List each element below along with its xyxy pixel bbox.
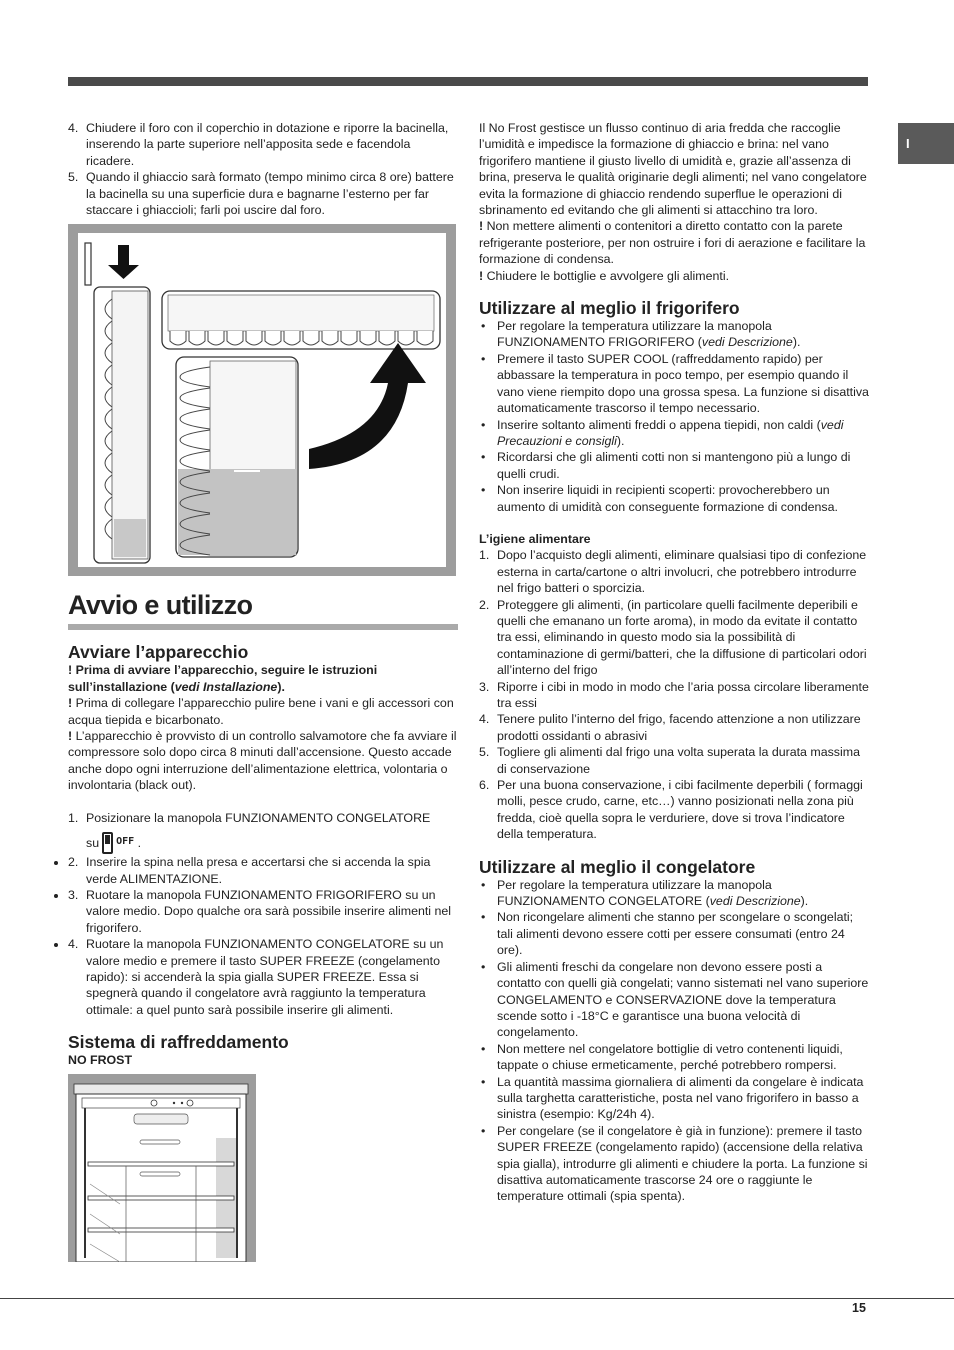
tray-cup xyxy=(322,331,338,345)
language-tab-label: I xyxy=(906,136,910,151)
nofrost-note: ! Chiudere le bottiglie e avvolgere gli alimenti. xyxy=(479,268,730,283)
tray-cup xyxy=(246,331,262,345)
tray-lid-shape xyxy=(85,243,91,285)
fridge-tip: • Inserire soltanto alimenti freddi o appena tiepidi, non caldi (vedi Precauzioni e consigli). xyxy=(479,417,869,450)
fridge-interior-figure xyxy=(68,1074,256,1262)
freezer-tip: • Per congelare (se il congelatore è già in funzione): premere il tasto SUPER FREEZE (congelamento rapido) (accensione della relativa spia gialla), introdurre gli alimenti e chiudere la porta. La funzione si disattiva automaticamente trascorse 24 ore o raggiunte le temperature ottimali (spia spenta). xyxy=(479,1123,869,1205)
page-number: 15 xyxy=(852,1301,866,1315)
cooling-subheading: NO FROST xyxy=(68,1053,133,1068)
fridge-tips-list xyxy=(479,318,869,515)
cooling-heading: Sistema di raffreddamento xyxy=(68,1032,289,1053)
start-note: ! L’apparecchio è provvisto di un controllo salvamotore che fa avviare il compressore solo dopo circa 8 minuti dall’accensione. Questo accade anche dopo ogni interruzione dell’alimentazione elettrica, volontaria o involontaria (black out). xyxy=(68,729,457,793)
freezer-tips-list xyxy=(479,877,869,1205)
fridge-heading: Utilizzare al meglio il frigorifero xyxy=(479,298,740,319)
hygiene-steps-list xyxy=(479,547,869,842)
start-steps xyxy=(68,810,458,1018)
right-column xyxy=(479,120,869,1205)
ice-tray-figure xyxy=(68,224,456,576)
hygiene-step: 5. Togliere gli alimenti dal frigo una volta superata la durata massima di conservazione xyxy=(479,745,860,776)
hygiene-step: 2. Proteggere gli alimenti, (in particolare quelli facilmente deperibili e quelli che emanano un forte aroma), in modo da evitate il contatto tra essi, eliminando in questo modo sia la possibilità di contaminazione di germi/batteri, che la diffusione di particolari odori all’interno del frigo xyxy=(479,597,867,678)
freezer-tip: • La quantità massima giornaliera di alimenti da congelare è indicata sulla targhetta caratteristiche, posta nel vano frigorifero in basso a sinistra (esempio: Kg/24h 4). xyxy=(479,1074,869,1123)
freezer-tip: • Gli alimenti freschi da congelare non devono essere posti a contatto con quelli già congelati; vanno sistemati nel vano superiore CONGELAMENTO e CONSERVAZIONE dove la temperatura scende sotto i -18°C e garantisce una buona velocità di congelamento. xyxy=(479,959,869,1041)
nofrost-paragraph: Il No Frost gestisce un flusso continuo di aria fredda che raccoglie l’umidità e impedisce la formazione di ghiaccio e brina: nel vano frigorifero mantiene il giusto livello di umidità e, grazie all’assenza di brina, preserva le qualità originarie degli alimenti; nel vano congelatore evita la formazione di ghiaccio rendendo superflue le operazioni di sbrinamento ed evitando che gli alimenti si attacchino tra loro. xyxy=(479,121,867,218)
filled-tray-shape xyxy=(176,357,298,557)
tray-cup xyxy=(303,331,319,345)
start-notes xyxy=(68,695,458,793)
tray-cup xyxy=(227,331,243,345)
start-step-1: 1. Posizionare la manopola FUNZIONAMENTO CONGELATORE su $^{OFF}$ . xyxy=(68,810,458,854)
freezer-tip: • Non ricongelare alimenti che stanno per scongelare o scongelati; tali alimenti devono essere cotti per essere consumati (entro 24 ore). xyxy=(479,909,869,958)
tray-cup xyxy=(417,331,433,345)
start-heading: Avviare l’apparecchio xyxy=(68,642,249,663)
fridge-tip: • Ricordarsi che gli alimenti cotti non si mantengono più a lungo di quelli crudi. xyxy=(479,449,869,482)
tray-cup xyxy=(265,331,281,345)
fridge-tip: • Non inserire liquidi in recipienti scoperti: provocherebbero un aumento di umidità con conseguente formazione di condensa. xyxy=(479,482,869,515)
tray-cup xyxy=(284,331,300,345)
fridge-tip: • Per regolare la temperatura utilizzare la manopola FUNZIONAMENTO FRIGORIFERO (vedi Descrizione). xyxy=(479,318,869,351)
nofrost-notes xyxy=(479,218,869,284)
start-step: • 3. Ruotare la manopola FUNZIONAMENTO FRIGORIFERO su un valore medio. Dopo qualche ora sarà possibile inserire alimenti nel frigorifero. xyxy=(68,887,458,936)
freezer-heading: Utilizzare al meglio il congelatore xyxy=(479,856,756,877)
start-note: ! Prima di collegare l’apparecchio pulire bene i vani e gli accessori con acqua tiepida e bicarbonato. xyxy=(68,696,454,727)
tray-cup xyxy=(208,331,224,345)
curved-arrow-icon xyxy=(309,343,426,469)
start-step: • 2. Inserire la spina nella presa e accertarsi che si accenda la spia verde ALIMENTAZIONE. xyxy=(68,854,458,887)
ice-tray-illustration xyxy=(78,233,446,567)
nofrost-note: ! Non mettere alimenti o contenitori a diretto contatto con la parete refrigerante posteriore, per non ostruire i fori di aerazione e facilitare la formazione di condensa. xyxy=(479,219,866,267)
footer-rule xyxy=(0,1298,954,1299)
off-label: OFF xyxy=(116,836,135,848)
ice-steps-list xyxy=(68,120,458,218)
tray-cup xyxy=(398,331,414,345)
hygiene-step: 4. Tenere pulito l’interno del frigo, facendo attenzione a non utilizzare prodotti ossidanti o abrasivi xyxy=(479,712,861,743)
left-column xyxy=(68,120,458,1262)
fridge-tip: • Premere il tasto SUPER COOL (raffreddamento rapido) per abbassare la temperatura in poco tempo, per esempio quando il vano viene riempito dopo una grossa spesa. La funzione si disattiva automaticamente trascorso il tempo necessario. xyxy=(479,351,869,417)
tray-cup xyxy=(379,331,395,345)
tray-cup xyxy=(189,331,205,345)
start-step: • 4. Ruotare la manopola FUNZIONAMENTO CONGELATORE su un valore medio e premere il tasto SUPER FREEZE (congelamento rapido): si accenderà la spia gialla SUPER FREEZE. Essa si spegnerà quando il congelatore avrà raggiunto la temperatura ottimale: a quel punto sarà possibile inserire gli alimenti. xyxy=(68,936,458,1018)
hygiene-step: 3. Riporre i cibi in modo in modo che l’aria possa circolare liberamente tra essi xyxy=(479,679,869,710)
hygiene-step: 6. Per una buona conservazione, i cibi facilmente deperbili ( formaggi molli, pesce crudo, carne, etc…) vanno posizionati nella zona più fredda, cioè quella sopra le verduriere, dove si trova l’indicatore della temperatura. xyxy=(479,778,863,842)
language-tab xyxy=(898,123,954,164)
tray-cup xyxy=(341,331,357,345)
freezer-tip: • Non mettere nel congelatore bottiglie di vetro contenenti liquidi, tappate o chiuse ermeticamente, perché potrebbero rompersi. xyxy=(479,1041,869,1074)
ice-step: 4. Chiudere il foro con il coperchio in dotazione e riporre la bacinella, inserendo la parte superiore nell’apposita sede e facendola ricadere. xyxy=(68,121,449,168)
ice-step: 5. Quando il ghiaccio sarà formato (tempo minimo circa 8 ore) battere la bacinella su una superficie dura e bagnarne l’esterno per far staccare i ghiaccioli; farli poi uscire dal foro. xyxy=(68,170,454,218)
header-rule xyxy=(68,77,868,86)
freezer-tip: • Per regolare la temperatura utilizzare la manopola FUNZIONAMENTO CONGELATORE (vedi Descrizione). xyxy=(479,877,869,910)
start-warning: ! Prima di avviare l’apparecchio, seguire le istruzioni sull’installazione (vedi Installazione). xyxy=(68,663,378,694)
tray-cup xyxy=(170,331,186,345)
switch-icon xyxy=(102,832,113,854)
tray-cup xyxy=(360,331,376,345)
section-title: Avvio e utilizzo xyxy=(68,590,253,621)
fridge-interior-illustration xyxy=(68,1074,256,1262)
vertical-tray-shape xyxy=(94,287,150,563)
section-title-rule xyxy=(68,624,458,630)
hygiene-heading: L’igiene alimentare xyxy=(479,531,591,546)
hygiene-step: 1. Dopo l’acquisto degli alimenti, eliminare qualsiasi tipo di confezione esterna in carta/cartone o altri involucri, che potrebbero introdurre nel frigo batteri o sporcizia. xyxy=(479,548,867,596)
arrow-down-icon xyxy=(108,245,139,279)
